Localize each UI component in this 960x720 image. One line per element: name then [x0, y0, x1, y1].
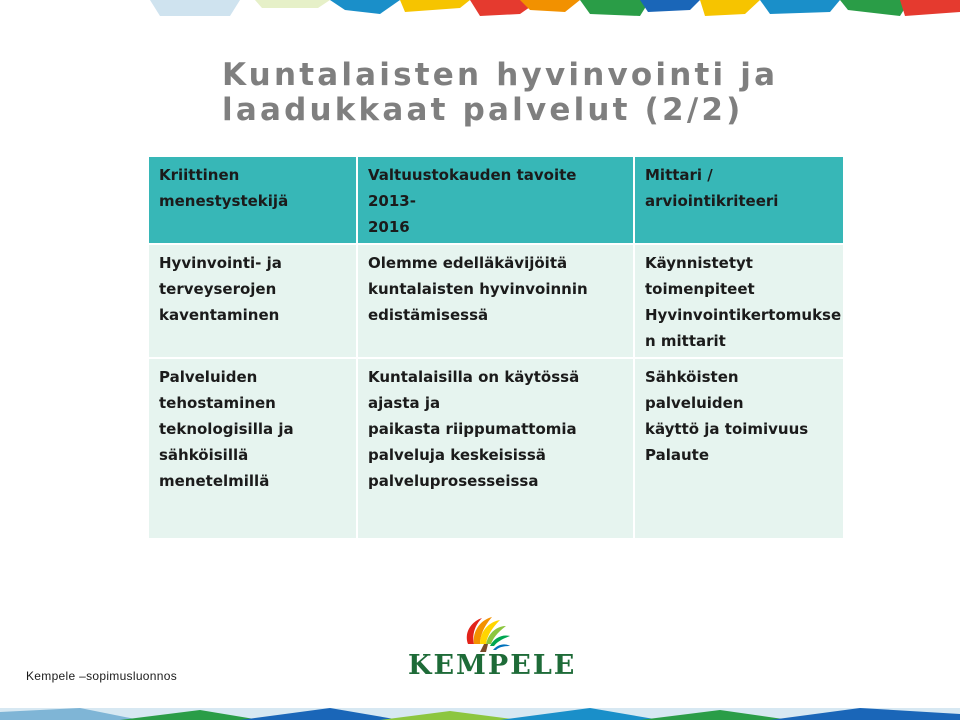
cell-line: Hyvinvointikertomukse — [645, 306, 842, 324]
header-line: menestystekijä — [159, 192, 289, 210]
header-line: Valtuustokauden tavoite 2013- — [368, 166, 577, 210]
cell-line: tehostaminen — [159, 394, 276, 412]
header-council-term-goal — [357, 156, 634, 244]
cell-line: Palveluiden — [159, 368, 258, 386]
kempele-logo-word: KEMPELE — [408, 650, 577, 681]
slide-title-line-1: Kuntalaisten hyvinvointi ja — [222, 57, 779, 93]
header-line: Mittari / — [645, 166, 713, 184]
goals-table — [147, 155, 845, 540]
header-metric — [634, 156, 844, 244]
cell-line: terveyserojen — [159, 280, 277, 298]
slide-title — [222, 58, 862, 128]
table-cell — [634, 358, 844, 539]
cell-line: Palaute — [645, 446, 709, 464]
table-cell — [357, 244, 634, 358]
cell-line: Sähköisten palveluiden — [645, 368, 744, 412]
table-row — [148, 358, 844, 539]
kempele-tree-logo-icon — [408, 612, 558, 652]
header-line: 2016 — [368, 218, 410, 236]
table-cell — [148, 244, 357, 358]
table-cell — [357, 358, 634, 539]
cell-line: toimenpiteet — [645, 280, 755, 298]
footer-text: Kempele –sopimusluonnos — [26, 669, 177, 683]
cell-line: kuntalaisten hyvinvoinnin — [368, 280, 588, 298]
cell-line: Hyvinvointi- ja — [159, 254, 282, 272]
cell-line: n mittarit — [645, 332, 726, 350]
cell-line: käyttö ja toimivuus — [645, 420, 809, 438]
cell-line: palveluja keskeisissä — [368, 446, 546, 464]
table-header-row — [148, 156, 844, 244]
cell-line: paikasta riippumattomia — [368, 420, 577, 438]
cell-line: Kuntalaisilla on käytössä ajasta ja — [368, 368, 580, 412]
cell-line: sähköisillä menetelmillä — [159, 446, 270, 490]
kempele-logo — [408, 612, 577, 684]
cell-line: palveluprosesseissa — [368, 472, 539, 490]
slide-title-line-2: laadukkaat palvelut (2/2) — [222, 92, 744, 128]
top-decorative-stripe — [0, 0, 960, 16]
bottom-decorative-stripe — [0, 708, 960, 720]
cell-line: kaventaminen — [159, 306, 280, 324]
header-line: Kriittinen — [159, 166, 240, 184]
cell-line: Käynnistetyt — [645, 254, 753, 272]
table-row — [148, 244, 844, 358]
header-critical-success-factor — [148, 156, 357, 244]
table-cell — [148, 358, 357, 539]
cell-line: teknologisilla ja — [159, 420, 294, 438]
cell-line: edistämisessä — [368, 306, 489, 324]
table-cell — [634, 244, 844, 358]
header-line: arviointikriteeri — [645, 192, 779, 210]
cell-line: Olemme edelläkävijöitä — [368, 254, 568, 272]
